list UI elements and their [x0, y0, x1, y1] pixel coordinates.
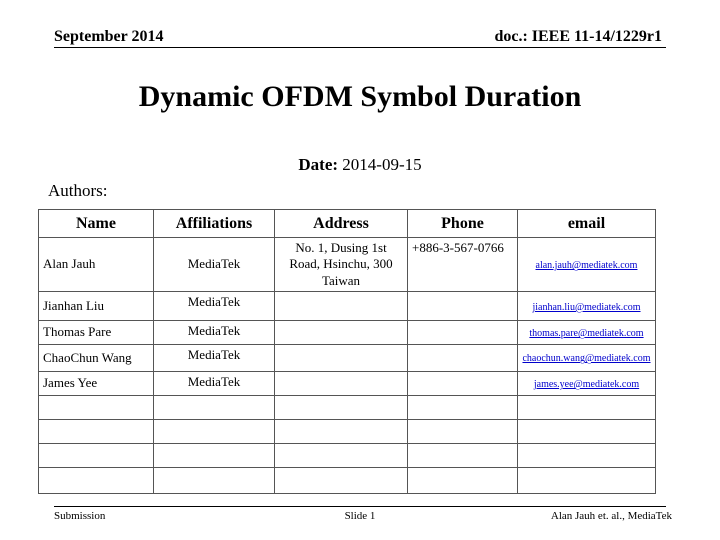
date-line	[0, 155, 720, 175]
author-email-link[interactable]: james.yee@mediatek.com	[533, 379, 640, 391]
author-email-link[interactable]: chaochun.wang@mediatek.com	[522, 353, 651, 365]
footer-divider	[54, 506, 666, 507]
authors-table	[38, 209, 656, 494]
header-affiliations: Affiliations	[154, 210, 275, 238]
author-address: No. 1, Dusing 1st Road, Hsinchu, 300 Taiwan	[275, 238, 408, 292]
author-affiliation: MediaTek	[154, 371, 275, 395]
author-name: James Yee	[39, 371, 154, 395]
author-phone: +886-3-567-0766	[408, 238, 518, 292]
author-email-cell	[518, 320, 656, 344]
author-address	[275, 291, 408, 320]
author-email-cell	[518, 344, 656, 371]
author-email-link[interactable]: alan.jauh@mediatek.com	[535, 260, 638, 272]
author-email-link[interactable]: jianhan.liu@mediatek.com	[532, 301, 641, 313]
author-phone	[408, 344, 518, 371]
footer-submission: Submission	[54, 510, 106, 522]
slide-title: Dynamic OFDM Symbol Duration	[138, 80, 582, 113]
header-phone: Phone	[408, 210, 518, 238]
table-row	[39, 467, 656, 493]
author-name: Alan Jauh	[39, 238, 154, 292]
header-divider	[54, 47, 666, 48]
date-label: Date:	[298, 155, 339, 174]
footer-author: Alan Jauh et. al., MediaTek	[550, 510, 672, 522]
author-email-cell	[518, 371, 656, 395]
header-date: September 2014	[54, 28, 164, 45]
table-row	[39, 238, 656, 292]
author-name: ChaoChun Wang	[39, 344, 154, 371]
table-row	[39, 344, 656, 371]
author-affiliation: MediaTek	[154, 320, 275, 344]
table-row	[39, 395, 656, 419]
author-email-cell	[518, 291, 656, 320]
author-email-cell	[518, 238, 656, 292]
header-email: email	[518, 210, 656, 238]
table-row	[39, 291, 656, 320]
author-name: Jianhan Liu	[39, 291, 154, 320]
author-name: Thomas Pare	[39, 320, 154, 344]
author-phone	[408, 320, 518, 344]
author-address	[275, 320, 408, 344]
table-row	[39, 320, 656, 344]
author-address	[275, 371, 408, 395]
footer-slide-number: Slide 1	[344, 510, 376, 522]
table-row	[39, 419, 656, 443]
author-email-link[interactable]: thomas.pare@mediatek.com	[529, 328, 644, 340]
author-affiliation: MediaTek	[154, 344, 275, 371]
authors-label: Authors:	[48, 181, 108, 200]
author-affiliation: MediaTek	[154, 238, 275, 292]
author-phone	[408, 371, 518, 395]
author-affiliation: MediaTek	[154, 291, 275, 320]
date-value: 2014-09-15	[342, 155, 422, 174]
author-address	[275, 344, 408, 371]
header-doc-id: doc.: IEEE 11-14/1229r1	[494, 28, 662, 45]
author-phone	[408, 291, 518, 320]
header-name: Name	[39, 210, 154, 238]
table-row	[39, 443, 656, 467]
header-address: Address	[275, 210, 408, 238]
table-row	[39, 371, 656, 395]
table-header-row	[39, 210, 656, 238]
